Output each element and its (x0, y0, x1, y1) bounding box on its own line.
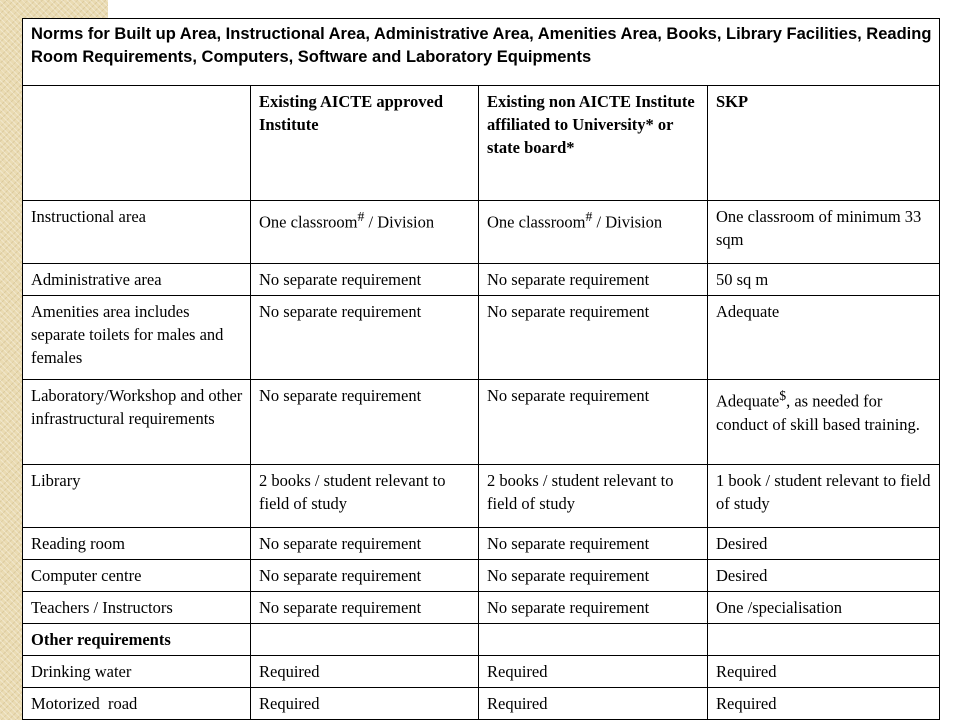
table-cell: One classroom# / Division (479, 201, 708, 264)
row-label: Amenities area includes separate toilets for males and females (23, 296, 251, 380)
table-cell: Desired (708, 528, 940, 560)
table-cell: Required (708, 656, 940, 688)
row-label: Laboratory/Workshop and other infrastructural requirements (23, 380, 251, 465)
table-header-row (23, 86, 940, 201)
table-cell: Required (479, 656, 708, 688)
table-cell: One /specialisation (708, 592, 940, 624)
row-label: Motorized road (23, 688, 251, 720)
superscript-mark: $ (779, 388, 787, 403)
table-row (23, 688, 940, 720)
table-cell (251, 624, 479, 656)
superscript-mark: # (357, 209, 365, 224)
table-row (23, 560, 940, 592)
header-cell-non-aicte: Existing non AICTE Institute affiliated to University* or state board* (479, 86, 708, 201)
table-title: Norms for Built up Area, Instructional Area, Administrative Area, Amenities Area, Books, Library Facilities, Reading Room Requirements, Computers, Software and Laboratory Equipments (23, 19, 940, 86)
table-cell: One classroom# / Division (251, 201, 479, 264)
table-cell: Adequate$, as needed for conduct of skill based training. (708, 380, 940, 465)
table-cell: Required (479, 688, 708, 720)
superscript-mark: # (585, 209, 593, 224)
table-cell: 2 books / student relevant to field of study (479, 465, 708, 528)
table-cell: No separate requirement (251, 560, 479, 592)
norms-table (22, 18, 940, 720)
table-cell: No separate requirement (479, 560, 708, 592)
table-row (23, 528, 940, 560)
table-cell: Required (251, 688, 479, 720)
table-cell: No separate requirement (479, 264, 708, 296)
table-cell: No separate requirement (479, 528, 708, 560)
table-cell: No separate requirement (251, 380, 479, 465)
row-label: Computer centre (23, 560, 251, 592)
row-label: Library (23, 465, 251, 528)
table-cell: One classroom of minimum 33 sqm (708, 201, 940, 264)
table-cell: Required (251, 656, 479, 688)
table-row (23, 465, 940, 528)
table-cell: No separate requirement (251, 592, 479, 624)
table-cell: No separate requirement (479, 592, 708, 624)
row-label: Teachers / Instructors (23, 592, 251, 624)
table-cell: No separate requirement (251, 528, 479, 560)
header-cell-aicte: Existing AICTE approved Institute (251, 86, 479, 201)
header-cell-skp: SKP (708, 86, 940, 201)
table-cell (479, 624, 708, 656)
table-row (23, 624, 940, 656)
table-cell: No separate requirement (251, 264, 479, 296)
section-label-other-requirements: Other requirements (23, 624, 251, 656)
table-row (23, 201, 940, 264)
table-row (23, 656, 940, 688)
table-title-row (23, 19, 940, 86)
row-label: Reading room (23, 528, 251, 560)
header-cell-empty (23, 86, 251, 201)
table-cell: 1 book / student relevant to field of study (708, 465, 940, 528)
table-row (23, 264, 940, 296)
row-label: Administrative area (23, 264, 251, 296)
table-cell: Required (708, 688, 940, 720)
row-label: Drinking water (23, 656, 251, 688)
table-row (23, 296, 940, 380)
table-cell: No separate requirement (479, 296, 708, 380)
table-cell: 50 sq m (708, 264, 940, 296)
table-cell: 2 books / student relevant to field of study (251, 465, 479, 528)
table-cell: No separate requirement (251, 296, 479, 380)
row-label: Instructional area (23, 201, 251, 264)
table-row (23, 592, 940, 624)
table-cell: Adequate (708, 296, 940, 380)
table-cell: No separate requirement (479, 380, 708, 465)
table-row (23, 380, 940, 465)
table-cell: Desired (708, 560, 940, 592)
table-cell (708, 624, 940, 656)
